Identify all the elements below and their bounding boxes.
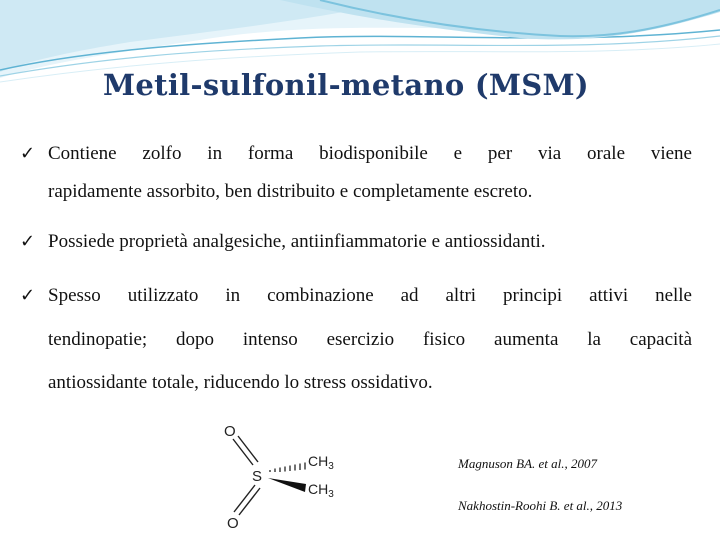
atom-oxygen-top: O (224, 423, 236, 440)
bullet-line: Contiene zolfo in forma biodisponibile e per via orale viene (48, 143, 692, 164)
msm-molecule-structure (212, 420, 362, 535)
bullet-line: rapidamente assorbito, ben distribuito e completamente escreto. (48, 181, 533, 202)
bullet-line: antiossidante totale, riducendo lo stress ossidativo. (48, 372, 433, 393)
atom-oxygen-bottom: O (227, 515, 239, 532)
reference-citation: Magnuson BA. et al., 2007 (458, 456, 598, 471)
checkmark-icon: ✓ (20, 231, 36, 252)
reference-citation: Nakhostin-Roohi B. et al., 2013 (458, 498, 623, 513)
bullet-line: tendinopatie; dopo intenso esercizio fisico aumenta la capacità (48, 329, 692, 350)
methyl-group-upper: $CH_3$ (308, 453, 334, 472)
checkmark-icon: ✓ (20, 143, 36, 164)
bullet-line: Spesso utilizzato in combinazione ad altri principi attivi nelle (48, 285, 692, 306)
methyl-group-lower: $CH_3$ (308, 481, 334, 500)
checkmark-icon: ✓ (20, 285, 36, 306)
slide-title: Metil-sulfonil-metano (MSM) (103, 68, 589, 102)
atom-sulfur: S (252, 468, 263, 485)
bullet-line: Possiede proprietà analgesiche, antiinfiammatorie e antiossidanti. (48, 231, 546, 252)
